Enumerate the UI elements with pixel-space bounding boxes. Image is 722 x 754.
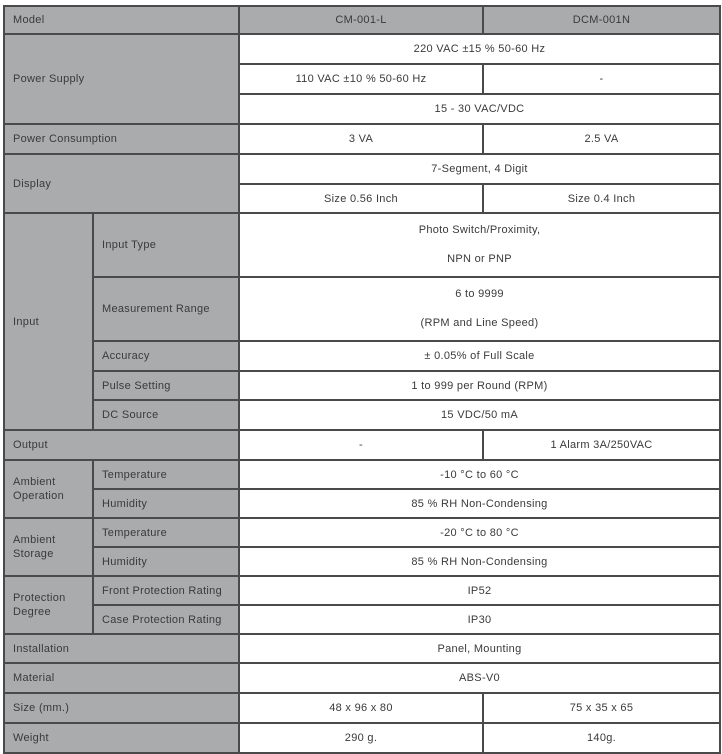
row-ambient-storage-temperature <box>4 518 720 547</box>
row-label-ambient-operation: Ambient Operation <box>4 460 93 518</box>
row-ambient-operation-temperature <box>4 460 720 489</box>
cell-display-type: 7-Segment, 4 Digit <box>239 154 720 184</box>
row-display-1 <box>4 154 720 184</box>
cell-power-supply-110vac-cm: 110 VAC ±10 % 50-60 Hz <box>239 64 483 94</box>
row-measurement-range <box>4 277 720 341</box>
row-output <box>4 430 720 460</box>
cell-storage-humidity: 85 % RH Non-Condensing <box>239 547 720 576</box>
cell-operation-humidity: 85 % RH Non-Condensing <box>239 489 720 518</box>
cell-case-protection-rating: IP30 <box>239 605 720 634</box>
row-label-weight: Weight <box>4 723 239 753</box>
row-label-front-protection-rating: Front Protection Rating <box>93 576 239 605</box>
row-label-output: Output <box>4 430 239 460</box>
row-label-input: Input <box>4 213 93 430</box>
row-label-material: Material <box>4 663 239 693</box>
cell-material: ABS-V0 <box>239 663 720 693</box>
cell-dc-source: 15 VDC/50 mA <box>239 400 720 430</box>
cell-pulse-setting: 1 to 999 per Round (RPM) <box>239 371 720 400</box>
row-label-protection-degree: Protection Degree <box>4 576 93 634</box>
row-label-accuracy: Accuracy <box>93 341 239 371</box>
row-label-ambient-storage: Ambient Storage <box>4 518 93 576</box>
column-header-cm-001-l: CM-001-L <box>239 6 483 34</box>
cell-display-size-cm: Size 0.56 Inch <box>239 184 483 213</box>
row-weight <box>4 723 720 753</box>
row-accuracy <box>4 341 720 371</box>
cell-power-supply-15-30vac: 15 - 30 VAC/VDC <box>239 94 720 124</box>
cell-installation: Panel, Mounting <box>239 634 720 663</box>
row-material <box>4 663 720 693</box>
row-size <box>4 693 720 723</box>
row-dc-source <box>4 400 720 430</box>
cell-measurement-range-line2: (RPM and Line Speed) <box>420 317 539 329</box>
cell-power-consumption-dcm: 2.5 VA <box>483 124 720 154</box>
cell-power-consumption-cm: 3 VA <box>239 124 483 154</box>
cell-display-size-dcm: Size 0.4 Inch <box>483 184 720 213</box>
row-label-size: Size (mm.) <box>4 693 239 723</box>
row-ambient-operation-humidity <box>4 489 720 518</box>
cell-input-type <box>239 213 720 277</box>
row-power-supply-1 <box>4 34 720 64</box>
row-label-input-type: Input Type <box>93 213 239 277</box>
cell-input-type-line2: NPN or PNP <box>447 253 512 265</box>
cell-output-cm: - <box>239 430 483 460</box>
row-label-measurement-range: Measurement Range <box>93 277 239 341</box>
row-ambient-storage-humidity <box>4 547 720 576</box>
cell-weight-cm: 290 g. <box>239 723 483 753</box>
row-label-storage-temperature: Temperature <box>93 518 239 547</box>
cell-power-supply-110vac-dcm: - <box>483 64 720 94</box>
row-label-pulse-setting: Pulse Setting <box>93 371 239 400</box>
row-label-display: Display <box>4 154 239 213</box>
cell-measurement-range-line1: 6 to 9999 <box>455 288 504 300</box>
row-input-type <box>4 213 720 277</box>
row-label-storage-humidity: Humidity <box>93 547 239 576</box>
cell-input-type-line1: Photo Switch/Proximity, <box>418 224 541 236</box>
row-label-power-consumption: Power Consumption <box>4 124 239 154</box>
row-label-dc-source: DC Source <box>93 400 239 430</box>
cell-output-dcm: 1 Alarm 3A/250VAC <box>483 430 720 460</box>
cell-accuracy: ± 0.05% of Full Scale <box>239 341 720 371</box>
cell-measurement-range <box>239 277 720 341</box>
row-label-model: Model <box>4 6 239 34</box>
cell-operation-temperature: -10 °C to 60 °C <box>239 460 720 489</box>
row-installation <box>4 634 720 663</box>
row-model <box>4 6 720 34</box>
row-label-case-protection-rating: Case Protection Rating <box>93 605 239 634</box>
cell-size-cm: 48 x 96 x 80 <box>239 693 483 723</box>
cell-power-supply-220vac: 220 VAC ±15 % 50-60 Hz <box>239 34 720 64</box>
cell-weight-dcm: 140g. <box>483 723 720 753</box>
row-case-protection <box>4 605 720 634</box>
cell-size-dcm: 75 x 35 x 65 <box>483 693 720 723</box>
row-power-consumption <box>4 124 720 154</box>
row-pulse-setting <box>4 371 720 400</box>
cell-storage-temperature: -20 °C to 80 °C <box>239 518 720 547</box>
column-header-dcm-001n: DCM-001N <box>483 6 720 34</box>
row-label-power-supply: Power Supply <box>4 34 239 124</box>
row-label-operation-temperature: Temperature <box>93 460 239 489</box>
row-front-protection <box>4 576 720 605</box>
specification-table <box>3 5 721 754</box>
row-label-operation-humidity: Humidity <box>93 489 239 518</box>
cell-front-protection-rating: IP52 <box>239 576 720 605</box>
row-label-installation: Installation <box>4 634 239 663</box>
